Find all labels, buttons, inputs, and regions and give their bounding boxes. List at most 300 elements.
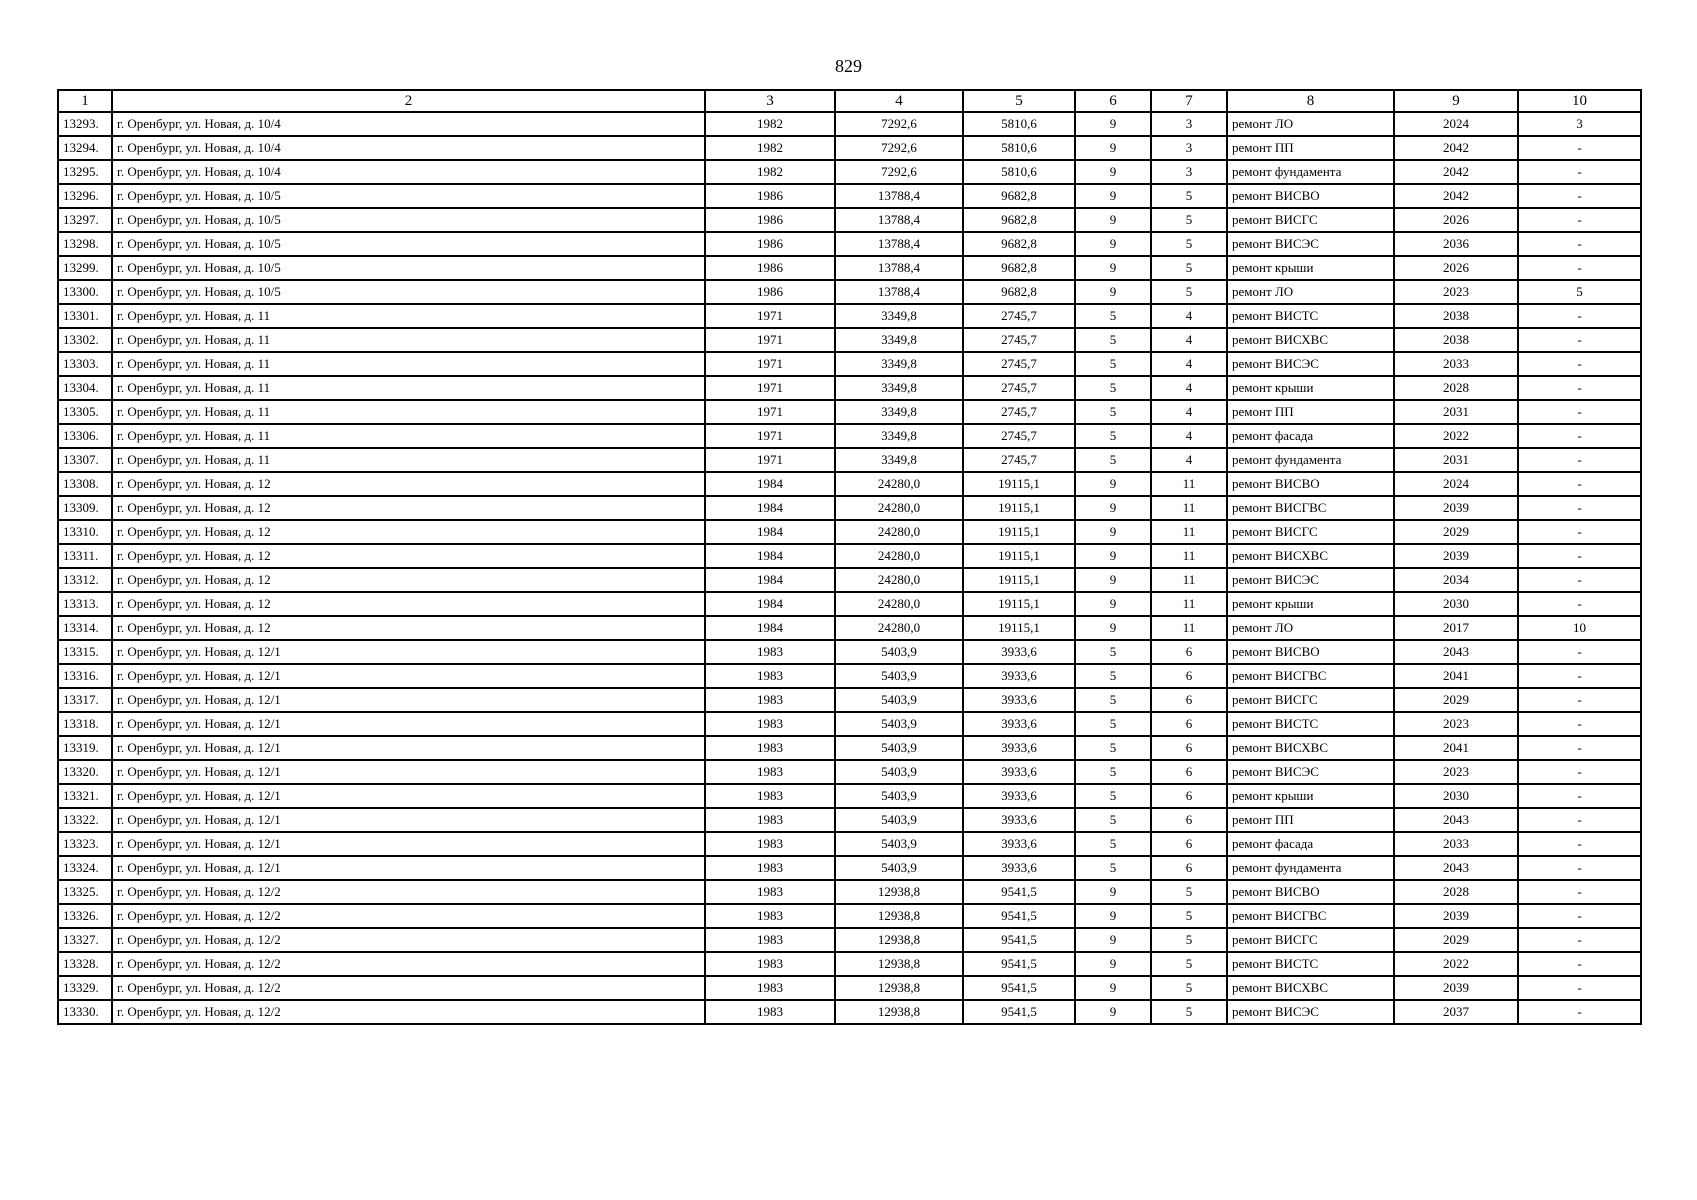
- total-area-cell: 13788,4: [835, 280, 963, 304]
- floors-cell: 5: [1075, 736, 1151, 760]
- living-area-cell: 3933,6: [963, 808, 1075, 832]
- table-row: [58, 616, 1641, 640]
- count-cell: 10: [1518, 616, 1641, 640]
- row-number-cell: 13305.: [58, 400, 112, 424]
- address-cell: г. Оренбург, ул. Новая, д. 12/1: [112, 640, 705, 664]
- row-number-cell: 13326.: [58, 904, 112, 928]
- address-cell: г. Оренбург, ул. Новая, д. 12/2: [112, 952, 705, 976]
- table-row: [58, 592, 1641, 616]
- table-row: [58, 304, 1641, 328]
- count-cell: -: [1518, 232, 1641, 256]
- planned-year-cell: 2033: [1394, 832, 1518, 856]
- table-row: [58, 136, 1641, 160]
- floors-cell: 9: [1075, 136, 1151, 160]
- entrances-cell: 4: [1151, 448, 1227, 472]
- living-area-cell: 3933,6: [963, 712, 1075, 736]
- entrances-cell: 3: [1151, 136, 1227, 160]
- build-year-cell: 1983: [705, 928, 835, 952]
- build-year-cell: 1971: [705, 352, 835, 376]
- living-area-cell: 5810,6: [963, 160, 1075, 184]
- row-number-cell: 13300.: [58, 280, 112, 304]
- entrances-cell: 4: [1151, 376, 1227, 400]
- planned-year-cell: 2043: [1394, 856, 1518, 880]
- build-year-cell: 1983: [705, 952, 835, 976]
- row-number-cell: 13302.: [58, 328, 112, 352]
- build-year-cell: 1983: [705, 808, 835, 832]
- planned-year-cell: 2031: [1394, 400, 1518, 424]
- table-row: [58, 400, 1641, 424]
- planned-year-cell: 2039: [1394, 544, 1518, 568]
- entrances-cell: 5: [1151, 976, 1227, 1000]
- planned-year-cell: 2028: [1394, 376, 1518, 400]
- planned-year-cell: 2039: [1394, 904, 1518, 928]
- living-area-cell: 2745,7: [963, 424, 1075, 448]
- living-area-cell: 3933,6: [963, 856, 1075, 880]
- table-row: [58, 256, 1641, 280]
- work-type-cell: ремонт ВИСГВС: [1227, 496, 1394, 520]
- planned-year-cell: 2041: [1394, 736, 1518, 760]
- floors-cell: 5: [1075, 400, 1151, 424]
- build-year-cell: 1984: [705, 544, 835, 568]
- planned-year-cell: 2023: [1394, 280, 1518, 304]
- planned-year-cell: 2029: [1394, 688, 1518, 712]
- row-number-cell: 13294.: [58, 136, 112, 160]
- planned-year-cell: 2042: [1394, 184, 1518, 208]
- row-number-cell: 13317.: [58, 688, 112, 712]
- work-type-cell: ремонт ЛО: [1227, 616, 1394, 640]
- count-cell: -: [1518, 136, 1641, 160]
- living-area-cell: 9541,5: [963, 976, 1075, 1000]
- living-area-cell: 3933,6: [963, 760, 1075, 784]
- entrances-cell: 5: [1151, 208, 1227, 232]
- total-area-cell: 24280,0: [835, 496, 963, 520]
- table-row: [58, 976, 1641, 1000]
- total-area-cell: 13788,4: [835, 256, 963, 280]
- living-area-cell: 9541,5: [963, 928, 1075, 952]
- build-year-cell: 1983: [705, 784, 835, 808]
- entrances-cell: 5: [1151, 280, 1227, 304]
- address-cell: г. Оренбург, ул. Новая, д. 10/5: [112, 256, 705, 280]
- table-row: [58, 184, 1641, 208]
- build-year-cell: 1984: [705, 520, 835, 544]
- entrances-cell: 11: [1151, 568, 1227, 592]
- row-number-cell: 13330.: [58, 1000, 112, 1024]
- column-header: 1: [58, 90, 112, 112]
- living-area-cell: 19115,1: [963, 568, 1075, 592]
- total-area-cell: 24280,0: [835, 616, 963, 640]
- address-cell: г. Оренбург, ул. Новая, д. 12: [112, 616, 705, 640]
- floors-cell: 9: [1075, 544, 1151, 568]
- build-year-cell: 1986: [705, 208, 835, 232]
- floors-cell: 9: [1075, 904, 1151, 928]
- floors-cell: 5: [1075, 424, 1151, 448]
- work-type-cell: ремонт ВИСГВС: [1227, 904, 1394, 928]
- work-type-cell: ремонт ВИСГВС: [1227, 664, 1394, 688]
- floors-cell: 9: [1075, 256, 1151, 280]
- table-body: [58, 112, 1641, 1024]
- row-number-cell: 13315.: [58, 640, 112, 664]
- entrances-cell: 6: [1151, 712, 1227, 736]
- work-type-cell: ремонт ВИСВО: [1227, 184, 1394, 208]
- address-cell: г. Оренбург, ул. Новая, д. 11: [112, 304, 705, 328]
- floors-cell: 9: [1075, 592, 1151, 616]
- floors-cell: 5: [1075, 712, 1151, 736]
- build-year-cell: 1986: [705, 280, 835, 304]
- total-area-cell: 3349,8: [835, 448, 963, 472]
- build-year-cell: 1983: [705, 688, 835, 712]
- work-type-cell: ремонт ПП: [1227, 400, 1394, 424]
- planned-year-cell: 2017: [1394, 616, 1518, 640]
- planned-year-cell: 2023: [1394, 760, 1518, 784]
- entrances-cell: 5: [1151, 256, 1227, 280]
- table-row: [58, 856, 1641, 880]
- build-year-cell: 1983: [705, 640, 835, 664]
- entrances-cell: 6: [1151, 664, 1227, 688]
- build-year-cell: 1983: [705, 904, 835, 928]
- living-area-cell: 9682,8: [963, 280, 1075, 304]
- row-number-cell: 13296.: [58, 184, 112, 208]
- floors-cell: 5: [1075, 808, 1151, 832]
- build-year-cell: 1982: [705, 160, 835, 184]
- row-number-cell: 13327.: [58, 928, 112, 952]
- floors-cell: 9: [1075, 976, 1151, 1000]
- count-cell: -: [1518, 376, 1641, 400]
- count-cell: -: [1518, 904, 1641, 928]
- work-type-cell: ремонт фасада: [1227, 424, 1394, 448]
- entrances-cell: 11: [1151, 496, 1227, 520]
- floors-cell: 9: [1075, 952, 1151, 976]
- table-row: [58, 352, 1641, 376]
- total-area-cell: 5403,9: [835, 808, 963, 832]
- work-type-cell: ремонт ВИСГС: [1227, 208, 1394, 232]
- table-row: [58, 568, 1641, 592]
- total-area-cell: 3349,8: [835, 424, 963, 448]
- entrances-cell: 11: [1151, 520, 1227, 544]
- column-header: 3: [705, 90, 835, 112]
- row-number-cell: 13322.: [58, 808, 112, 832]
- living-area-cell: 19115,1: [963, 616, 1075, 640]
- address-cell: г. Оренбург, ул. Новая, д. 12/2: [112, 1000, 705, 1024]
- row-number-cell: 13325.: [58, 880, 112, 904]
- total-area-cell: 24280,0: [835, 544, 963, 568]
- floors-cell: 9: [1075, 280, 1151, 304]
- build-year-cell: 1982: [705, 112, 835, 136]
- count-cell: -: [1518, 952, 1641, 976]
- work-type-cell: ремонт крыши: [1227, 592, 1394, 616]
- count-cell: -: [1518, 544, 1641, 568]
- living-area-cell: 9541,5: [963, 904, 1075, 928]
- planned-year-cell: 2043: [1394, 808, 1518, 832]
- entrances-cell: 5: [1151, 952, 1227, 976]
- row-number-cell: 13311.: [58, 544, 112, 568]
- count-cell: -: [1518, 760, 1641, 784]
- address-cell: г. Оренбург, ул. Новая, д. 12/1: [112, 712, 705, 736]
- floors-cell: 9: [1075, 208, 1151, 232]
- work-type-cell: ремонт ЛО: [1227, 280, 1394, 304]
- address-cell: г. Оренбург, ул. Новая, д. 12/1: [112, 736, 705, 760]
- planned-year-cell: 2022: [1394, 424, 1518, 448]
- count-cell: -: [1518, 784, 1641, 808]
- work-type-cell: ремонт ПП: [1227, 136, 1394, 160]
- count-cell: -: [1518, 736, 1641, 760]
- count-cell: -: [1518, 688, 1641, 712]
- table-row: [58, 808, 1641, 832]
- count-cell: -: [1518, 472, 1641, 496]
- planned-year-cell: 2024: [1394, 472, 1518, 496]
- work-type-cell: ремонт ВИСХВС: [1227, 544, 1394, 568]
- count-cell: -: [1518, 328, 1641, 352]
- table-row: [58, 520, 1641, 544]
- work-type-cell: ремонт ВИСГС: [1227, 520, 1394, 544]
- address-cell: г. Оренбург, ул. Новая, д. 12/2: [112, 928, 705, 952]
- total-area-cell: 5403,9: [835, 736, 963, 760]
- floors-cell: 9: [1075, 160, 1151, 184]
- row-number-cell: 13318.: [58, 712, 112, 736]
- table-row: [58, 712, 1641, 736]
- entrances-cell: 11: [1151, 472, 1227, 496]
- page-number: 829: [835, 56, 862, 76]
- entrances-cell: 5: [1151, 232, 1227, 256]
- floors-cell: 9: [1075, 928, 1151, 952]
- floors-cell: 5: [1075, 832, 1151, 856]
- address-cell: г. Оренбург, ул. Новая, д. 12: [112, 592, 705, 616]
- planned-year-cell: 2042: [1394, 136, 1518, 160]
- build-year-cell: 1984: [705, 592, 835, 616]
- planned-year-cell: 2036: [1394, 232, 1518, 256]
- total-area-cell: 5403,9: [835, 856, 963, 880]
- work-type-cell: ремонт крыши: [1227, 256, 1394, 280]
- work-type-cell: ремонт крыши: [1227, 784, 1394, 808]
- address-cell: г. Оренбург, ул. Новая, д. 10/4: [112, 136, 705, 160]
- total-area-cell: 13788,4: [835, 184, 963, 208]
- build-year-cell: 1986: [705, 256, 835, 280]
- count-cell: -: [1518, 880, 1641, 904]
- entrances-cell: 4: [1151, 304, 1227, 328]
- count-cell: -: [1518, 640, 1641, 664]
- living-area-cell: 2745,7: [963, 304, 1075, 328]
- table-row: [58, 424, 1641, 448]
- planned-year-cell: 2043: [1394, 640, 1518, 664]
- address-cell: г. Оренбург, ул. Новая, д. 11: [112, 376, 705, 400]
- table-row: [58, 664, 1641, 688]
- work-type-cell: ремонт ВИСХВС: [1227, 976, 1394, 1000]
- build-year-cell: 1983: [705, 736, 835, 760]
- entrances-cell: 5: [1151, 1000, 1227, 1024]
- table-row: [58, 880, 1641, 904]
- count-cell: -: [1518, 976, 1641, 1000]
- work-type-cell: ремонт ВИСЭС: [1227, 352, 1394, 376]
- planned-year-cell: 2029: [1394, 928, 1518, 952]
- row-number-cell: 13324.: [58, 856, 112, 880]
- address-cell: г. Оренбург, ул. Новая, д. 12: [112, 568, 705, 592]
- total-area-cell: 3349,8: [835, 328, 963, 352]
- address-cell: г. Оренбург, ул. Новая, д. 12/1: [112, 808, 705, 832]
- build-year-cell: 1971: [705, 328, 835, 352]
- total-area-cell: 24280,0: [835, 472, 963, 496]
- living-area-cell: 5810,6: [963, 136, 1075, 160]
- count-cell: -: [1518, 448, 1641, 472]
- total-area-cell: 12938,8: [835, 1000, 963, 1024]
- address-cell: г. Оренбург, ул. Новая, д. 12/2: [112, 904, 705, 928]
- count-cell: -: [1518, 256, 1641, 280]
- row-number-cell: 13320.: [58, 760, 112, 784]
- living-area-cell: 9682,8: [963, 208, 1075, 232]
- address-cell: г. Оренбург, ул. Новая, д. 10/5: [112, 184, 705, 208]
- floors-cell: 5: [1075, 376, 1151, 400]
- work-type-cell: ремонт фундамента: [1227, 160, 1394, 184]
- entrances-cell: 6: [1151, 640, 1227, 664]
- planned-year-cell: 2042: [1394, 160, 1518, 184]
- build-year-cell: 1984: [705, 472, 835, 496]
- living-area-cell: 19115,1: [963, 592, 1075, 616]
- count-cell: -: [1518, 712, 1641, 736]
- work-type-cell: ремонт ВИСЭС: [1227, 232, 1394, 256]
- living-area-cell: 19115,1: [963, 544, 1075, 568]
- floors-cell: 5: [1075, 448, 1151, 472]
- row-number-cell: 13309.: [58, 496, 112, 520]
- row-number-cell: 13316.: [58, 664, 112, 688]
- work-type-cell: ремонт ВИСХВС: [1227, 328, 1394, 352]
- row-number-cell: 13293.: [58, 112, 112, 136]
- address-cell: г. Оренбург, ул. Новая, д. 12: [112, 472, 705, 496]
- floors-cell: 5: [1075, 784, 1151, 808]
- planned-year-cell: 2028: [1394, 880, 1518, 904]
- total-area-cell: 5403,9: [835, 688, 963, 712]
- table-row: [58, 448, 1641, 472]
- address-cell: г. Оренбург, ул. Новая, д. 12/2: [112, 880, 705, 904]
- row-number-cell: 13312.: [58, 568, 112, 592]
- total-area-cell: 3349,8: [835, 304, 963, 328]
- count-cell: -: [1518, 160, 1641, 184]
- living-area-cell: 2745,7: [963, 376, 1075, 400]
- row-number-cell: 13321.: [58, 784, 112, 808]
- total-area-cell: 12938,8: [835, 928, 963, 952]
- work-type-cell: ремонт ВИСТС: [1227, 712, 1394, 736]
- count-cell: -: [1518, 856, 1641, 880]
- living-area-cell: 5810,6: [963, 112, 1075, 136]
- planned-year-cell: 2039: [1394, 496, 1518, 520]
- table-row: [58, 640, 1641, 664]
- work-type-cell: ремонт ВИСЭС: [1227, 760, 1394, 784]
- floors-cell: 9: [1075, 472, 1151, 496]
- floors-cell: 5: [1075, 328, 1151, 352]
- table-row: [58, 1000, 1641, 1024]
- floors-cell: 9: [1075, 112, 1151, 136]
- address-cell: г. Оренбург, ул. Новая, д. 12/1: [112, 760, 705, 784]
- floors-cell: 9: [1075, 1000, 1151, 1024]
- planned-year-cell: 2031: [1394, 448, 1518, 472]
- row-number-cell: 13314.: [58, 616, 112, 640]
- table-row: [58, 928, 1641, 952]
- work-type-cell: ремонт ВИСГС: [1227, 928, 1394, 952]
- table-row: [58, 760, 1641, 784]
- row-number-cell: 13328.: [58, 952, 112, 976]
- build-year-cell: 1983: [705, 760, 835, 784]
- living-area-cell: 19115,1: [963, 496, 1075, 520]
- column-header: 6: [1075, 90, 1151, 112]
- address-cell: г. Оренбург, ул. Новая, д. 12/1: [112, 664, 705, 688]
- living-area-cell: 3933,6: [963, 640, 1075, 664]
- living-area-cell: 9541,5: [963, 880, 1075, 904]
- entrances-cell: 5: [1151, 904, 1227, 928]
- table-row: [58, 544, 1641, 568]
- count-cell: -: [1518, 928, 1641, 952]
- entrances-cell: 11: [1151, 592, 1227, 616]
- address-cell: г. Оренбург, ул. Новая, д. 10/5: [112, 232, 705, 256]
- column-header: 9: [1394, 90, 1518, 112]
- entrances-cell: 3: [1151, 112, 1227, 136]
- row-number-cell: 13329.: [58, 976, 112, 1000]
- total-area-cell: 24280,0: [835, 592, 963, 616]
- build-year-cell: 1986: [705, 184, 835, 208]
- total-area-cell: 7292,6: [835, 112, 963, 136]
- floors-cell: 5: [1075, 304, 1151, 328]
- address-cell: г. Оренбург, ул. Новая, д. 10/5: [112, 208, 705, 232]
- build-year-cell: 1983: [705, 664, 835, 688]
- work-type-cell: ремонт ЛО: [1227, 112, 1394, 136]
- column-header: 8: [1227, 90, 1394, 112]
- build-year-cell: 1971: [705, 448, 835, 472]
- living-area-cell: 2745,7: [963, 448, 1075, 472]
- count-cell: -: [1518, 1000, 1641, 1024]
- entrances-cell: 3: [1151, 160, 1227, 184]
- count-cell: -: [1518, 568, 1641, 592]
- floors-cell: 5: [1075, 688, 1151, 712]
- row-number-cell: 13298.: [58, 232, 112, 256]
- count-cell: -: [1518, 808, 1641, 832]
- entrances-cell: 4: [1151, 328, 1227, 352]
- build-year-cell: 1971: [705, 400, 835, 424]
- total-area-cell: 24280,0: [835, 520, 963, 544]
- total-area-cell: 5403,9: [835, 640, 963, 664]
- address-cell: г. Оренбург, ул. Новая, д. 11: [112, 328, 705, 352]
- living-area-cell: 3933,6: [963, 832, 1075, 856]
- address-cell: г. Оренбург, ул. Новая, д. 11: [112, 352, 705, 376]
- table-row: [58, 280, 1641, 304]
- floors-cell: 9: [1075, 616, 1151, 640]
- table-row: [58, 376, 1641, 400]
- floors-cell: 9: [1075, 496, 1151, 520]
- living-area-cell: 3933,6: [963, 736, 1075, 760]
- row-number-cell: 13306.: [58, 424, 112, 448]
- table-row: [58, 328, 1641, 352]
- work-type-cell: ремонт фасада: [1227, 832, 1394, 856]
- living-area-cell: 9682,8: [963, 256, 1075, 280]
- table-row: [58, 472, 1641, 496]
- planned-year-cell: 2030: [1394, 784, 1518, 808]
- column-header: 4: [835, 90, 963, 112]
- planned-year-cell: 2030: [1394, 592, 1518, 616]
- living-area-cell: 3933,6: [963, 784, 1075, 808]
- total-area-cell: 5403,9: [835, 760, 963, 784]
- planned-year-cell: 2039: [1394, 976, 1518, 1000]
- entrances-cell: 4: [1151, 424, 1227, 448]
- living-area-cell: 19115,1: [963, 472, 1075, 496]
- row-number-cell: 13303.: [58, 352, 112, 376]
- total-area-cell: 13788,4: [835, 208, 963, 232]
- entrances-cell: 6: [1151, 688, 1227, 712]
- build-year-cell: 1983: [705, 832, 835, 856]
- total-area-cell: 12938,8: [835, 880, 963, 904]
- planned-year-cell: 2034: [1394, 568, 1518, 592]
- work-type-cell: ремонт ВИСХВС: [1227, 736, 1394, 760]
- total-area-cell: 13788,4: [835, 232, 963, 256]
- row-number-cell: 13295.: [58, 160, 112, 184]
- count-cell: 3: [1518, 112, 1641, 136]
- address-cell: г. Оренбург, ул. Новая, д. 10/4: [112, 112, 705, 136]
- entrances-cell: 6: [1151, 760, 1227, 784]
- column-header: 2: [112, 90, 705, 112]
